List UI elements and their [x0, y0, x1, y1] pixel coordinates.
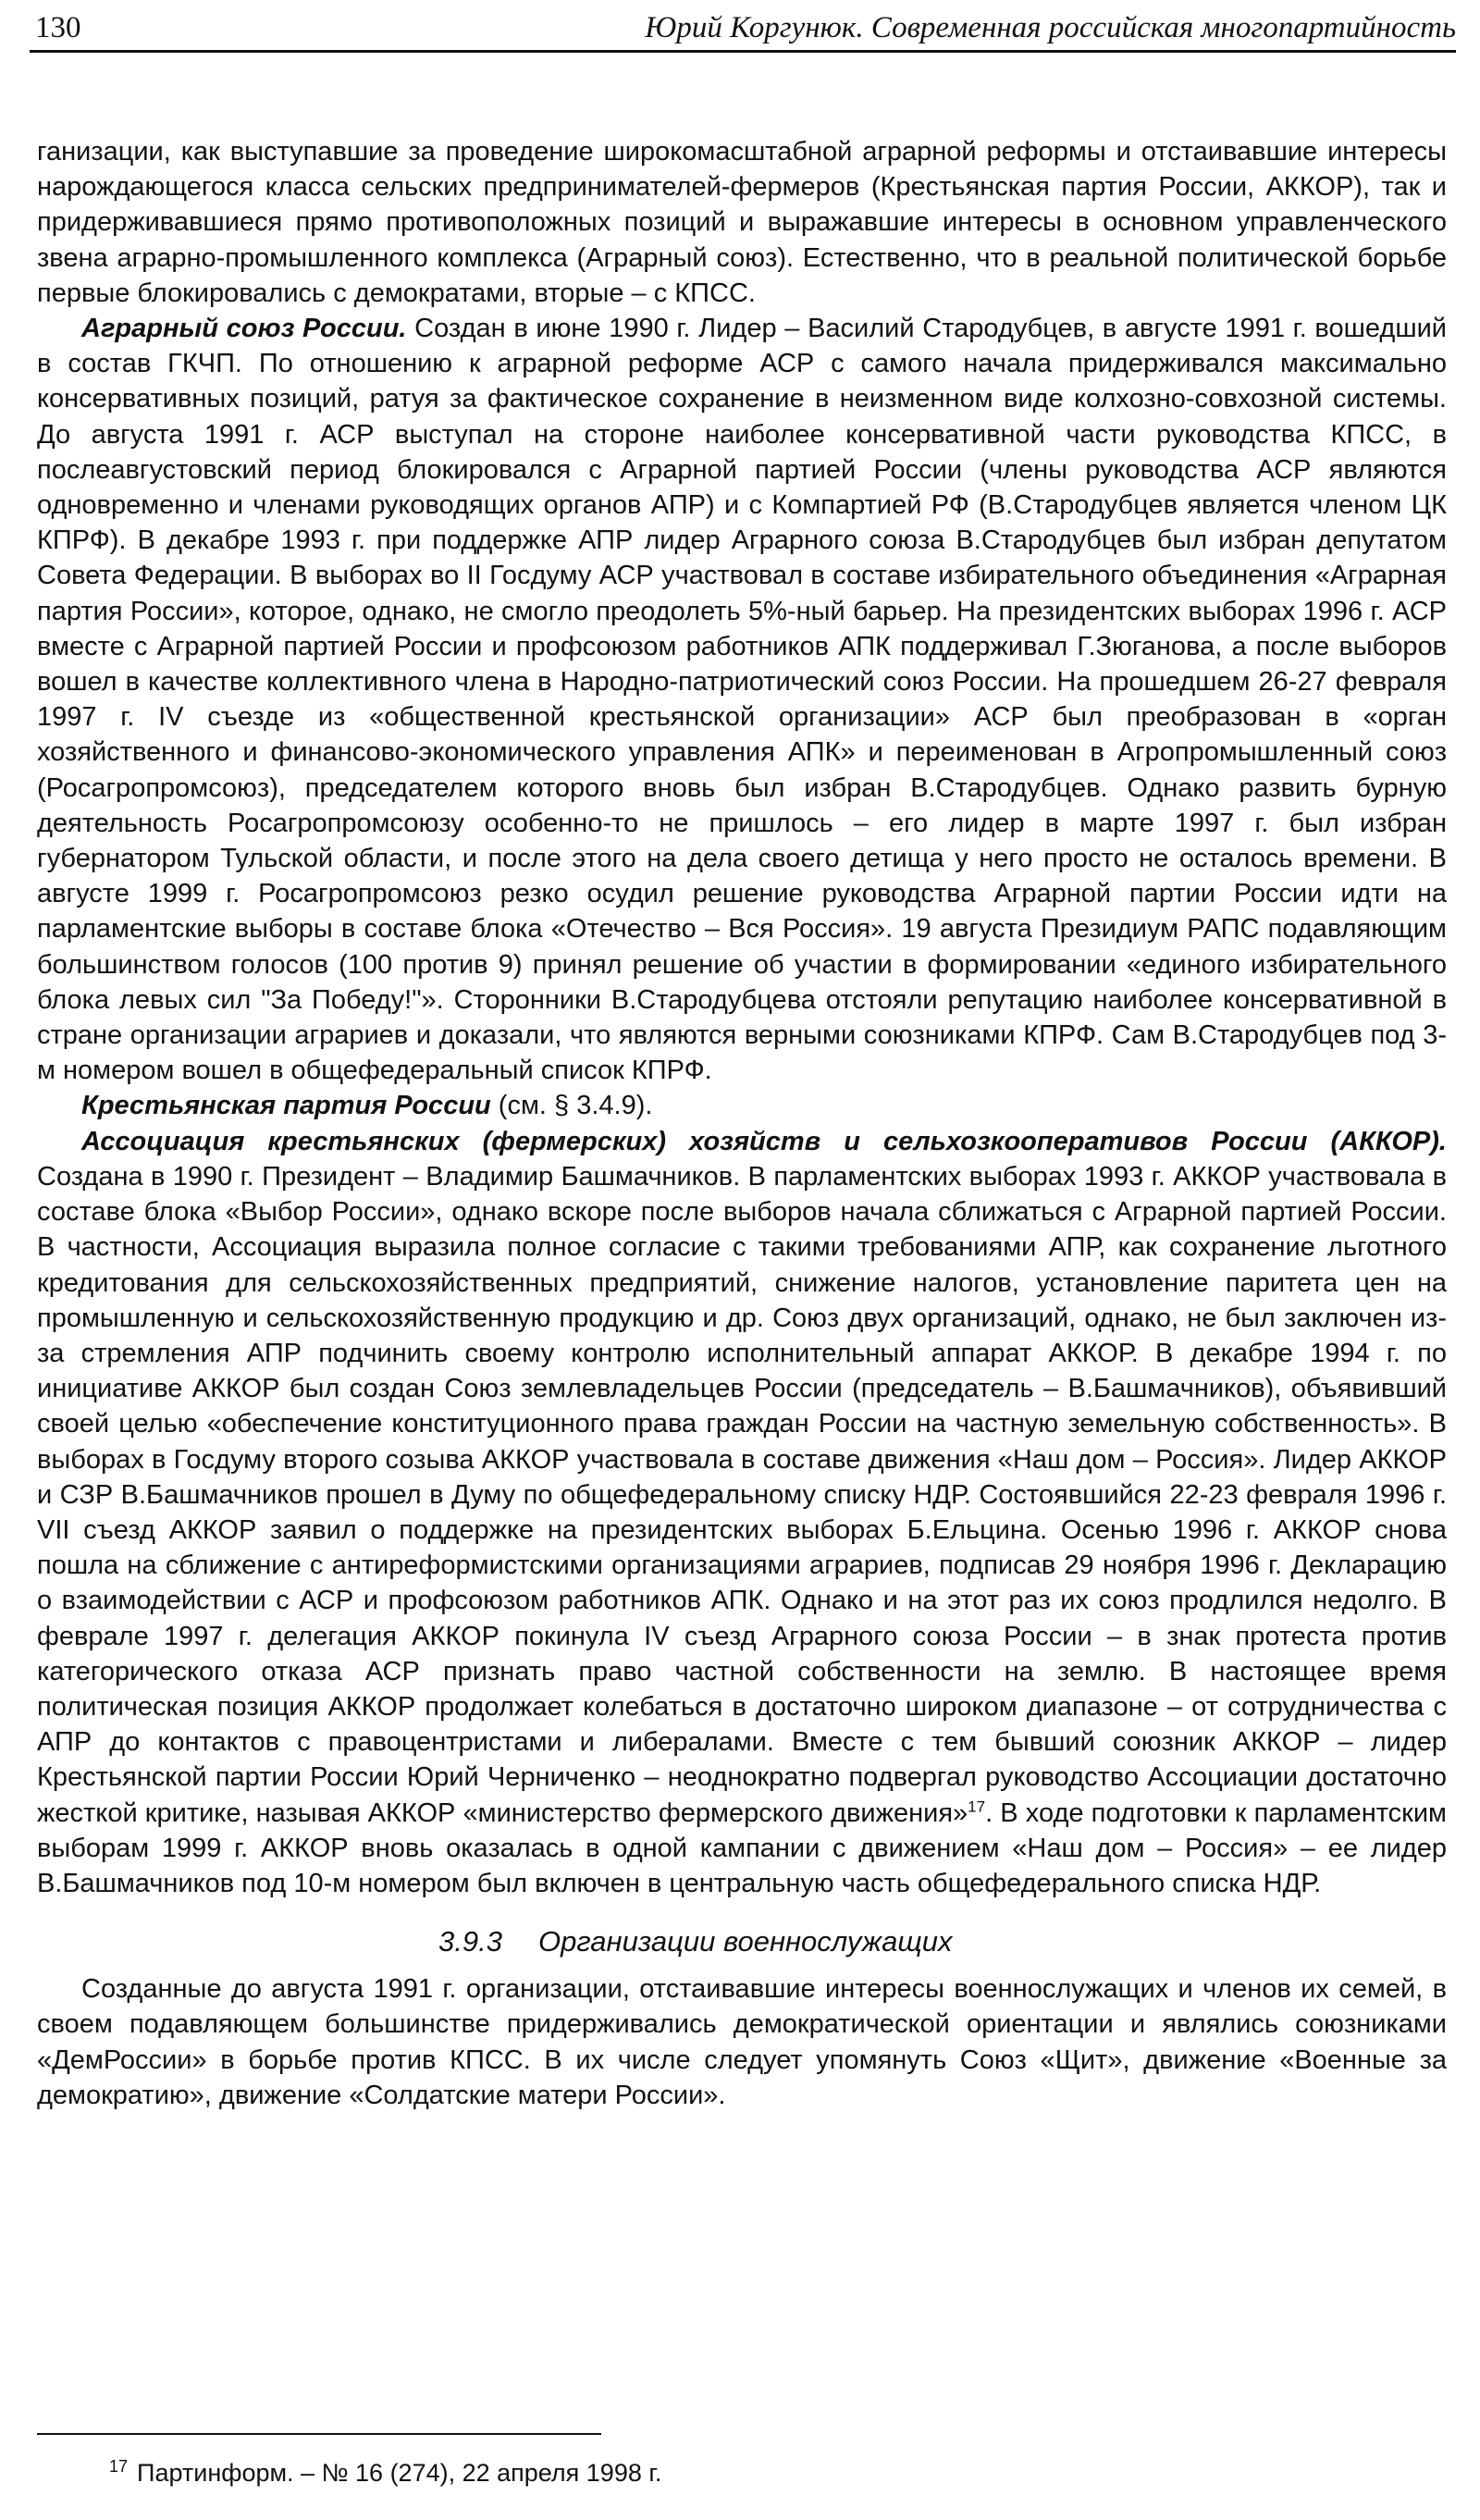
entry-heading: Аграрный союз России. — [81, 314, 407, 344]
paragraph-peasant-party — [37, 1088, 1447, 1123]
body-text — [37, 134, 1447, 2113]
paragraph-continuation: ганизации, как выступавшие за проведение широкомасштабной аграрной реформы и отстаивавшие интересы нарождающегося класса сельских предпринимателей-фермеров (Крестьянская партия России, АККОР), так и придерживавшиеся прямо противоположных позиций и выражавшие интересы в основном управленческого звена аграрно-промышленного комплекса (Аграрный союз). Естественно, что в реальной политической борьбе первые блокировались с демократами, вторые – с КПСС. — [37, 137, 1447, 308]
paragraph-military: Созданные до августа 1991 г. организации, отстаивавшие интересы военнослужащих и членов их семей, в своем подавляющем большинстве придерживались демократической ориентации и являлись союзниками «ДемРоссии» в борьбе против КПСС. В их числе следует упомянуть Союз «Щит», движение «Военные за демократию», движение «Солдатские матери России». — [37, 1974, 1447, 2110]
footnote-text: Партинформ. – № 16 (274), 22 апреля 1998 г. — [137, 2459, 662, 2487]
entry-text: Создан в июне 1990 г. Лидер – Василий Стародубцев, в августе 1991 г. вошедший в состав ГКЧП. По отношению к аграрной реформе АСР с самого начала придерживался максимально консервативных позиций, ратуя за фактическое сохранение в неизменном виде колхозно-совхозной системы. До августа 1991 г. АСР выступал на стороне наиболее консервативной части руководства КПСС, в послеавгустовский период блокировался с Аграрной партией России (члены руководства АСР являются одновременно и членами руководящих органов АПР) и с Компартией РФ (В.Стародубцев является членом ЦК КПРФ). В декабре 1993 г. при поддержке АПР лидер Аграрного союза В.Стародубцев был избран депутатом Совета Федерации. В выборах во II Госдуму АСР участвовал в составе избирательного объединения «Аграрная партия России», которое, однако, не смогло преодолеть 5%-ный барьер. На президентских выборах 1996 г. АСР вместе с Аграрной партией России и профсоюзом работников АПК поддерживал Г.Зюганова, а после выборов вошел в качестве коллективного члена в Народно-патриотический союз России. На прошедшем 26-27 февраля 1997 г. IV съезде из «общественной крестьянской организации» АСР был преобразован в «орган хозяйственного и финансово-экономического управления АПК» и переименован в Агропромышленный союз (Росагропромсоюз), председателем которого вновь был избран В.Стародубцев. Однако развить бурную деятельность Росагропромсоюзу особенно-то не пришлось – его лидер в марте 1997 г. был избран губернатором Тульской области, и после этого на дела своего детища у него просто не осталось времени. В августе 1999 г. Росагропромсоюз резко осудил решение руководства Аграрной партии России идти на парламентские выборы в составе блока «Отечество – Вся Россия». 19 августа Президиум РАПС подавляющим большинством голосов (100 против 9) принял решение об участии в формировании «единого избирательного блока левых сил "За Победу!"». Сторонники В.Стародубцева отстояли репутацию наиболее консервативной в стране организации аграриев и доказали, что являются верными союзниками КПРФ. Сам В.Стародубцев под 3-м номером вошел в общефедеральный список КПРФ. — [37, 314, 1447, 1086]
footnote-divider — [37, 2433, 601, 2435]
paragraph-akkor — [37, 1124, 1447, 1901]
footnote-reference: 17 — [968, 1797, 986, 1815]
entry-text: Создана в 1990 г. Президент – Владимир Башмачников. В парламентских выборах 1993 г. АККОР участвовала в составе блока «Выбор России», однако вскоре после выборов начала сближаться с Аграрной партией России. В частности, Ассоциация выразила полное согласие с такими требованиями АПР, как сохранение льготного кредитования для сельскохозяйственных предприятий, снижение налогов, установление паритета цен на промышленную и сельскохозяйственную продукцию и др. Союз двух организаций, однако, не был заключен из-за стремления АПР подчинить своему контролю исполнительный аппарат АККОР. В декабре 1994 г. по инициативе АККОР был создан Союз землевладельцев России (председатель – В.Башмачников), объявивший своей целью «обеспечение конституционного права граждан России на частную земельную собственность». В выборах в Госдуму второго созыва АККОР участвовала в составе движения «Наш дом – Россия». Лидер АККОР и СЗР В.Башмачников прошел в Думу по общефедеральному списку НДР. Состоявшийся 22-23 февраля 1996 г. VII съезд АККОР заявил о поддержке на президентских выборах Б.Ельцина. Осенью 1996 г. АККОР снова пошла на сближение с антиреформистскими организациями аграриев, подписав 29 ноября 1996 г. Декларацию о взаимодействии с АСР и профсоюзом работников АПК. Однако и на этот раз их союз продлился недолго. В феврале 1997 г. делегация АККОР покинула IV съезд Аграрного союза России – в знак протеста против категорического отказа АСР признать право частной собственности на землю. В настоящее время политическая позиция АККОР продолжает колебаться в достаточно широком диапазоне – от сотрудничества с АПР до контактов с правоцентристами и либералами. Вместе с тем бывший союзник АККОР – лидер Крестьянской партии России Юрий Черниченко – неоднократно подвергал руководство Ассоциации достаточно жесткой критике, называя АККОР «министерство фермерского движения» — [37, 1161, 1447, 1828]
page-header — [30, 9, 1456, 53]
entry-text-continued: . В ходе подготовки к парламентским выборам 1999 г. АККОР вновь оказалась в одной кампании с движением «Наш дом – Россия» – ее лидер В.Башмачников под 10-м номером был включен в центральную часть общефедерального списка НДР. — [37, 1797, 1447, 1898]
section-number: 3.9.3 — [438, 1925, 502, 1958]
cross-reference: (см. § 3.4.9). — [490, 1091, 653, 1121]
paragraph-agrarian-union — [37, 311, 1447, 1088]
footnote-number: 17 — [109, 2457, 129, 2476]
footnote — [109, 2459, 661, 2488]
entry-heading: Крестьянская партия России — [81, 1091, 491, 1121]
running-title: Юрий Коргунюк. Современная российская многопартийность — [645, 11, 1456, 44]
section-title: Организации военнослужащих — [538, 1925, 953, 1958]
entry-heading: Ассоциация крестьянских (фермерских) хозяйств и сельхозкооперативов России (АККОР). — [81, 1126, 1447, 1156]
section-heading — [37, 1923, 1447, 1960]
page-number: 130 — [35, 11, 81, 44]
